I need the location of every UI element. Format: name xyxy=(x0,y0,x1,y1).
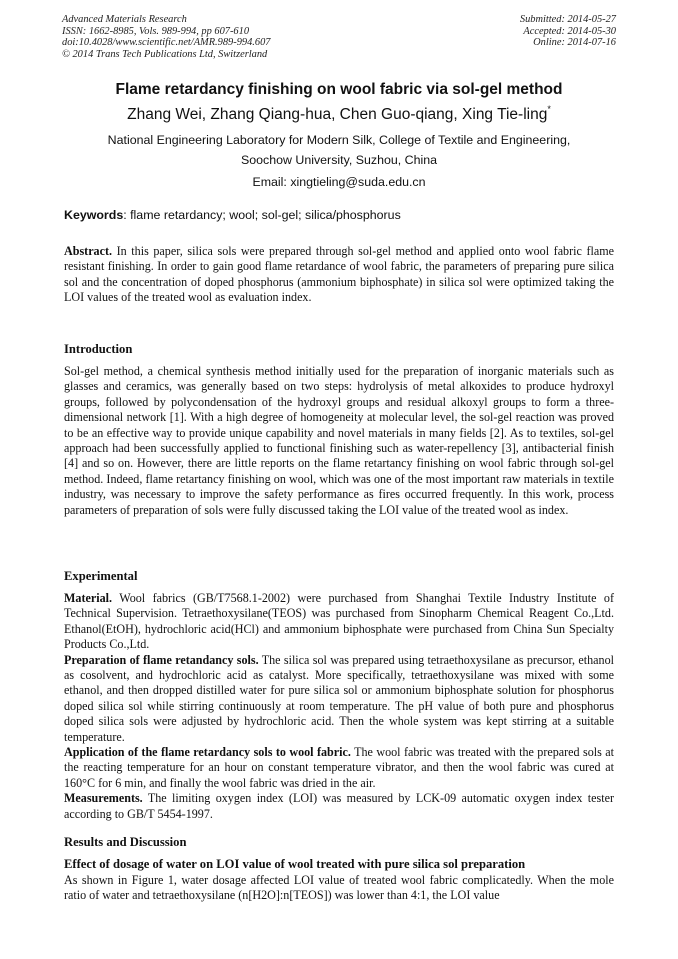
publication-info xyxy=(62,14,270,60)
application-text: The wool fabric was treated with the prepared sols at the reacting temperature for an hour on constant temperature vibrator, and then the wool fabric was cured at 160°C for 6 min, and finally the wool fabric was dried in the air. xyxy=(64,745,614,790)
introduction-section xyxy=(64,364,614,518)
measurements-text: The limiting oxygen index (LOI) was measured by LCK-09 automatic oxygen index tester according to GB/T 5454-1997. xyxy=(64,791,614,821)
measurements-label: Measurements. xyxy=(64,791,143,806)
experimental-heading: Experimental xyxy=(64,569,138,583)
publication-dates xyxy=(520,14,616,49)
introduction-paragraph: Sol-gel method, a chemical synthesis method initially used for the preparation of inorganic materials such as glasses and ceramics, was generally based on two steps: hydrolysis of metal alkoxides to produce hydroxyl groups, followed by polycondensation of the hydroxyl groups and residual alkoxyl groups to form a three-dimensional network [1]. With a high degree of homogeneity at molecular level, the sol-gel reaction was proved to be an effective way to provide unique capability and novel materials in many fields [2]. As to textiles, sol-gel approach had been successfully applied to functional finishing such as water-repellency [3], antibacterial finish [4] and so on. However, there are little reports on the flame retartancy finishing on wool fabric through sol-gel method. Indeed, flame retartancy finishing on wool, which was one of the most important raw materials in textile industry, was necessary to improve the safety performance as fires occurred frequently. In this work, process parameters of preparation of sols were fully discussed taking the LOI value of the treated wool as index. xyxy=(64,364,614,517)
results-heading: Results and Discussion xyxy=(64,835,187,849)
affiliation-line-2: Soochow University, Suzhou, China xyxy=(240,153,438,167)
author-list xyxy=(40,104,638,124)
abstract xyxy=(64,244,614,306)
introduction-heading: Introduction xyxy=(64,342,133,356)
abstract-label: Abstract. xyxy=(64,244,113,258)
experimental-section xyxy=(64,591,614,822)
accepted-date: Accepted: 2014-05-30 xyxy=(523,25,616,37)
corresponding-author-mark: * xyxy=(547,104,551,114)
material-label: Material. xyxy=(64,591,113,605)
online-date: Online: 2014-07-16 xyxy=(533,37,616,49)
paper-title: Flame retardancy finishing on wool fabric via sol-gel method xyxy=(115,81,563,98)
effect-subheading: Effect of dosage of water on LOI value of wool treated with pure silica sol preparation xyxy=(64,857,526,871)
affiliation-line-1: National Engineering Laboratory for Modern Silk, College of Textile and Engineering, xyxy=(107,133,571,147)
application-label: Application of the flame retardancy sols to wool fabric. xyxy=(64,745,351,760)
abstract-text: In this paper, silica sols were prepared through sol-gel method and applied onto wool fabric flame resistant finishing. In order to gain good flame retardance of wool fabric, the parameters of preparing pure silica sol and the concentration of doped phosphorus (ammonium biphosphate) in silica sol were optimized taking the LOI values of the treated wool as evaluation index. xyxy=(64,244,614,305)
keywords-text: : flame retardancy; wool; sol-gel; silica/phosphorus xyxy=(123,208,401,222)
keywords xyxy=(64,208,401,222)
author-names: Zhang Wei, Zhang Qiang-hua, Chen Guo-qiang, Xing Tie-ling xyxy=(127,106,548,123)
effect-paragraph: As shown in Figure 1, water dosage affected LOI value of treated wool fabric complicatedly. When the mole ratio of water and tetraethoxysilane (n[H2O]:n[TEOS]) was lower than 4:1, the LOI value xyxy=(64,873,614,903)
journal-name: Advanced Materials Research xyxy=(62,14,187,25)
results-section xyxy=(64,873,614,904)
preparation-label: Preparation of flame retandancy sols. xyxy=(64,652,259,667)
preparation-paragraph xyxy=(64,653,614,745)
material-text: Wool fabrics (GB/T7568.1-2002) were purchased from Shanghai Textile Industry Institute of Technical Supervision. Tetraethoxysilane(TEOS) was purchased from Sinopharm Chemical Reagent Co.,Ltd. Ethanol(EtOH), hydrochloric acid(HCl) and ammonium biphosphate were purchased from China Sun Specialty Products Co.,Ltd. xyxy=(64,591,614,652)
issn-line: ISSN: 1662-8985, Vols. 989-994, pp 607-610 xyxy=(62,25,250,37)
copyright-line: © 2014 Trans Tech Publications Ltd, Switzerland xyxy=(62,48,268,60)
application-paragraph xyxy=(64,745,614,791)
submitted-date: Submitted: 2014-05-27 xyxy=(519,14,616,25)
measurements-paragraph xyxy=(64,791,614,822)
author-email: Email: xingtieling@suda.edu.cn xyxy=(252,175,426,189)
material-paragraph xyxy=(64,591,614,653)
preparation-text: The silica sol was prepared using tetraethoxysilane as precursor, ethanol as cosolvent, and hydrochloric acid as catalyst. More specifically, tetraethoxysilane was mixed with some ethanol, and then dropped distilled water for pure silica sol or ammonium biphosphate solution for phosphorus doped silica sol while stirring continuously at room temperature. The pH value of both pure and phosphorus doped silica sols were adjusted by hydrochloric acid. Then the whole system was kept stirring at a suitable temperature. xyxy=(64,652,614,744)
keywords-label: Keywords xyxy=(64,208,124,222)
doi-line: doi:10.4028/www.scientific.net/AMR.989-994.607 xyxy=(62,37,271,49)
